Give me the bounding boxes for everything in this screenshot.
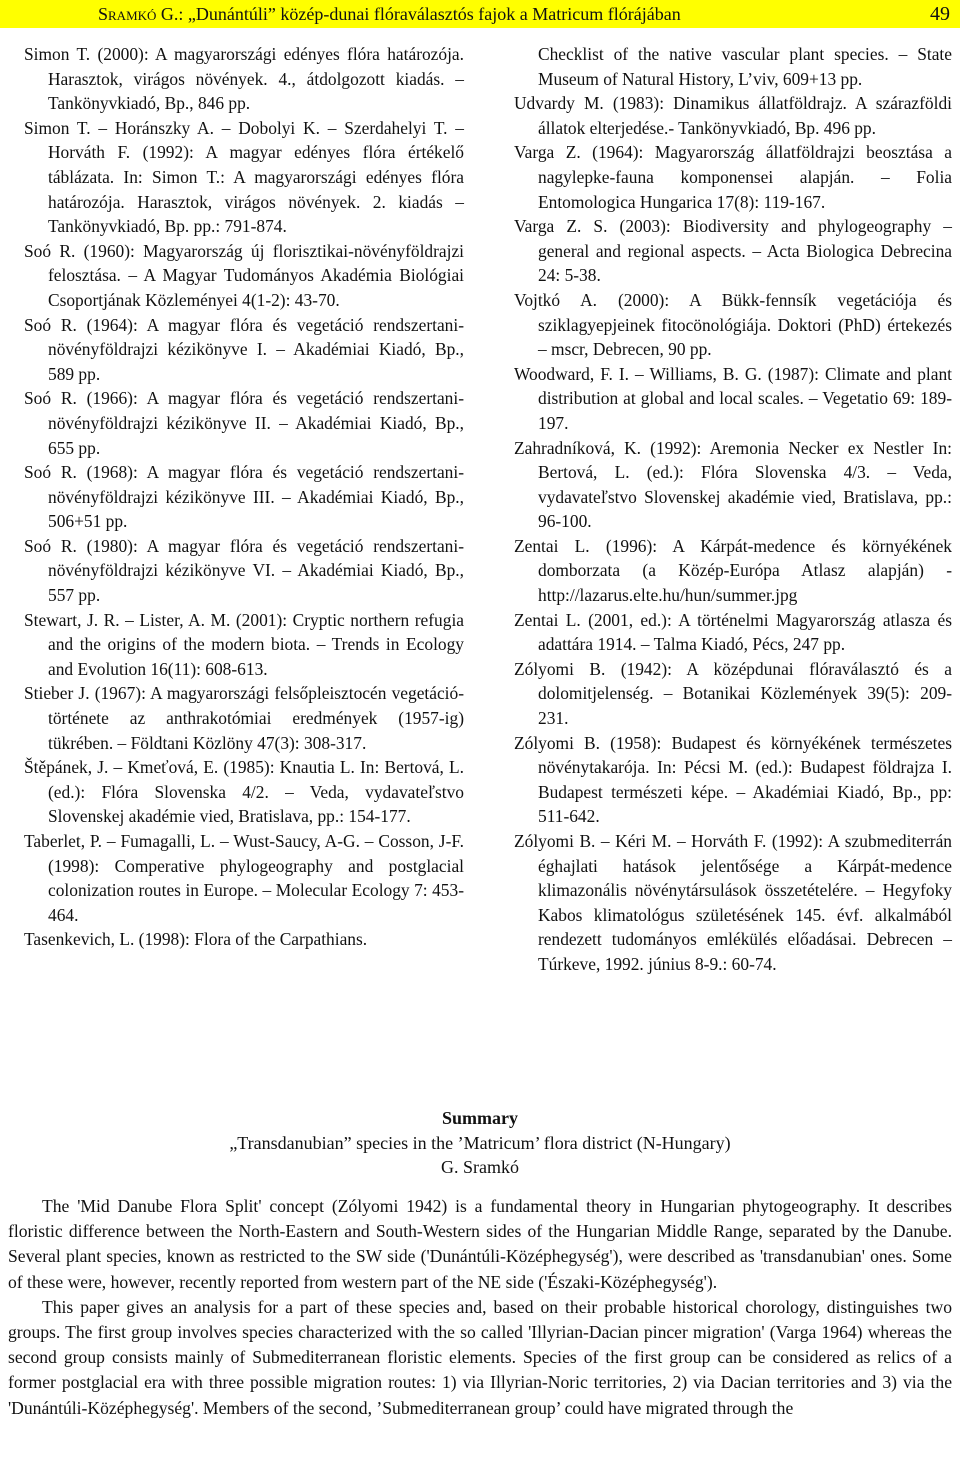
reference-item: Zentai L. (2001, ed.): A történelmi Magyarország atlasza és adattára 1914. – Talma Kiadó, Pécs, 247 pp.	[514, 609, 952, 655]
reference-item: Štěpánek, J. – Kmeťová, E. (1985): Knautia L. In: Bertová, L. (ed.): Flóra Slovenska 4/2. – Veda, vydavateľstvo Slovenskej akadémie vied, Bratislava, pp.: 154-177.	[24, 757, 464, 827]
reference-item: Soó R. (1980): A magyar flóra és vegetáció rendszertani-növényföldrajzi kézikönyve VI. – Akadémiai Kiadó, Bp., 557 pp.	[24, 535, 464, 606]
header-title-text: : „Dunántúli” közép-dunai flóraválasztós fajok a Matricum flórájában	[178, 4, 681, 24]
reference-item: Simon T. – Horánszky A. – Dobolyi K. – Szerdahelyi T. – Horváth F. (1992): A magyar edényes flóra értékelő táblázata. In: Simon T.: A magyarországi edényes flóra határozója. Harasztok, virágos növények. 2. kiadás – Tankönyvkiadó, Bp. pp.: 791-874.	[24, 117, 464, 237]
reference-item: Taberlet, P. – Fumagalli, L. – Wust-Saucy, A-G. – Cosson, J-F. (1998): Comperative phylogeography and postglacial colonization routes in Europe. – Molecular Ecology 7: 453-464.	[24, 831, 464, 925]
summary-block	[0, 1106, 960, 1180]
reference-item: Zólyomi B. (1942): A középdunai flóraválasztó és a dolomitjelenség. – Botanikai Közlemények 39(5): 209-231.	[514, 658, 952, 729]
references-left-column	[24, 42, 464, 952]
summary-title: „Transdanubian” species in the ’Matricum’ flora district (N-Hungary)	[229, 1132, 731, 1153]
header-author: Sramkó G.	[98, 4, 179, 24]
reference-item: Woodward, F. I. – Williams, B. G. (1987): Climate and plant distribution at global and local scales. – Vegetatio 69: 189-197.	[514, 363, 952, 433]
references-right-column	[514, 42, 952, 977]
summary-body	[8, 1194, 952, 1421]
summary-paragraph: The 'Mid Danube Flora Split' concept (Zólyomi 1942) is a fundamental theory in Hungarian phytogeography. It describes floristic difference between the North-Eastern and South-Western sides of the Hungarian Middle Range, separated by the Danube. Several plant species, known as restricted to the SW side ('Dunántúli-Középhegység'), were described as 'transdanubian' ones. Some of these were, however, recently reported from western part of the NE side ('Északi-Középhegység').	[8, 1196, 952, 1292]
reference-item: Soó R. (1968): A magyar flóra és vegetáció rendszertani-növényföldrajzi kézikönyve III. – Akadémiai Kiadó, Bp., 506+51 pp.	[24, 462, 464, 532]
reference-item-continued: Checklist of the native vascular plant species. – State Museum of Natural History, L’viv, 609+13 pp.	[538, 44, 952, 89]
reference-item: Stieber J. (1967): A magyarországi felsőpleisztocén vegetáció-története az anthrakotómiai eredmények (1957-ig) tükrében. – Földtani Közlöny 47(3): 308-317.	[24, 683, 464, 753]
page-number: 49	[930, 3, 950, 25]
summary-heading: Summary	[442, 1108, 518, 1128]
reference-item: Zólyomi B. – Kéri M. – Horváth F. (1992): A szubmediterrán éghajlati hatások jelentősége a Kárpát-medence klimazonális növénytársulások összetételére. – Hegyfoky Kabos klimatológus születésének 145. évf. alkalmából rendezett tudományos emlékülés előadásai. Debrecen – Túrkeve, 1992. június 8-9.: 60-74.	[514, 831, 952, 974]
reference-item: Soó R. (1960): Magyarország új florisztikai-növényföldrajzi felosztása. – A Magyar Tudományos Akadémia Biológiai Csoportjának Közleményei 4(1-2): 43-70.	[24, 240, 464, 310]
reference-item: Zentai L. (1996): A Kárpát-medence és környékének domborzata (a Közép-Európa Atlasz alapján) - http://lazarus.elte.hu/hun/summer.jpg	[514, 535, 952, 606]
reference-item: Simon T. (2000): A magyarországi edényes flóra határozója. Harasztok, virágos növények. 4., átdolgozott kiadás. – Tankönyvkiadó, Bp., 846 pp.	[24, 44, 464, 114]
reference-item: Zahradníková, K. (1992): Aremonia Necker ex Nestler In: Bertová, L. (ed.): Flóra Slovenska 4/3. – Veda, vydavateľstvo Slovenskej akadémie vied, Bratislava, pp.: 96-100.	[514, 437, 952, 532]
reference-item: Varga Z. S. (2003): Biodiversity and phylogeography – general and regional aspects. – Acta Biologica Debrecina 24: 5-38.	[514, 216, 952, 286]
reference-item: Tasenkevich, L. (1998): Flora of the Carpathians.	[24, 929, 368, 950]
summary-paragraph: This paper gives an analysis for a part of these species and, based on their probable historical chorology, distinguishes two groups. The first group involves species characterized with the so called 'Illyrian-Dacian pincer migration' (Varga 1964) whereas the second group consists mainly of Submediterranean floristic elements. Species of the first group can be considered as relics of a former postglacial era with three possible migration routes: 1) via Illyrian-Noric territories, 2) via Dacian territories and 3) via the 'Dunántúli-Középhegység'. Members of the second, ’Submediterranean group’ could have migrated through the	[8, 1296, 952, 1418]
reference-item: Soó R. (1966): A magyar flóra és vegetáció rendszertani-növényföldrajzi kézikönyve II. – Akadémiai Kiadó, Bp., 655 pp.	[24, 388, 464, 458]
reference-item: Varga Z. (1964): Magyarország állatföldrajzi beosztása a nagylepke-fauna komponensei alapján. – Folia Entomologica Hungarica 17(8): 119-167.	[514, 142, 952, 212]
header-title	[98, 0, 681, 28]
reference-item: Zólyomi B. (1958): Budapest és környékének természetes növénytakarója. In: Pécsi M. (ed.): Budapest földrajza I. Budapest természeti képe. – Akadémiai Kiadó, Bp., pp: 511-642.	[514, 732, 952, 827]
reference-item: Vojtkó A. (2000): A Bükk-fennsík vegetációja és sziklagyepjeinek fitocönológiája. Doktori (PhD) értekezés – mscr, Debrecen, 90 pp.	[514, 289, 952, 360]
reference-item: Soó R. (1964): A magyar flóra és vegetáció rendszertani-növényföldrajzi kézikönyve I. – Akadémiai Kiadó, Bp., 589 pp.	[24, 314, 464, 384]
running-header	[0, 0, 960, 28]
summary-author: G. Sramkó	[441, 1157, 519, 1177]
reference-item: Stewart, J. R. – Lister, A. M. (2001): Cryptic northern refugia and the origins of the modern biota. – Trends in Ecology and Evolution 16(11): 608-613.	[24, 609, 464, 679]
reference-item: Udvardy M. (1983): Dinamikus állatföldrajz. A szárazföldi állatok elterjedése.- Tankönyvkiadó, Bp. 496 pp.	[514, 93, 952, 138]
